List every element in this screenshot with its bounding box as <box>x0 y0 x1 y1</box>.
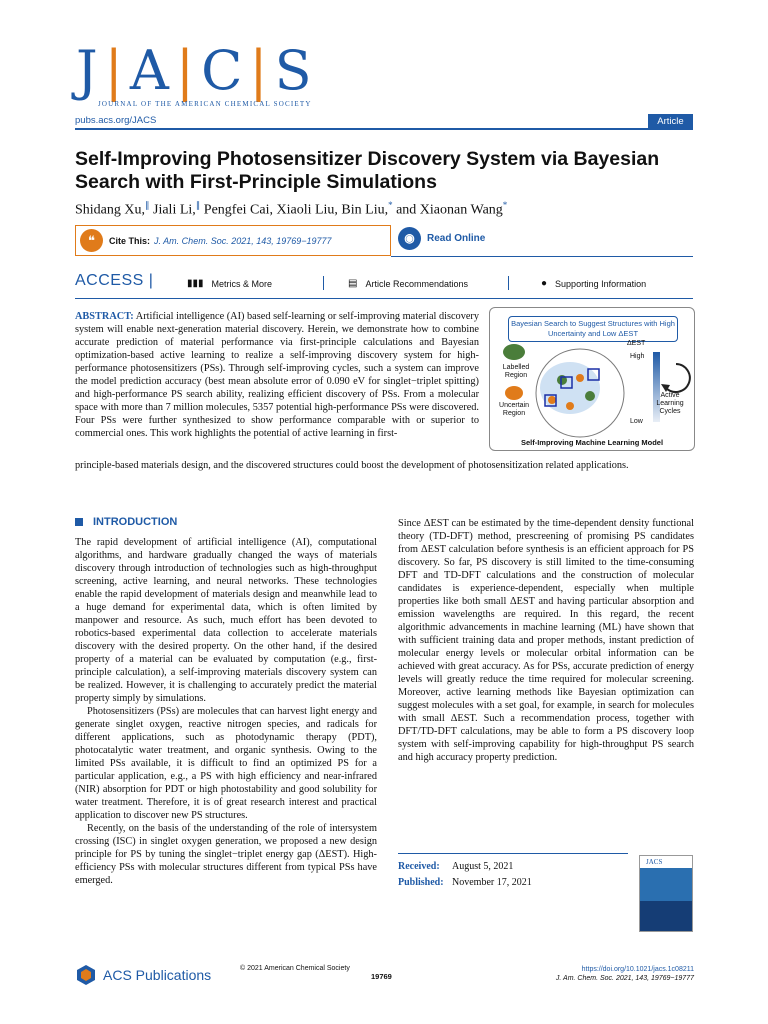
logo-letter: C <box>201 39 244 102</box>
cite-this-box[interactable] <box>75 225 391 256</box>
recommendations-label: Article Recommendations <box>365 278 468 289</box>
bar-chart-icon: ▮▮▮ <box>187 278 204 289</box>
author-mark: * <box>388 200 393 210</box>
author-mark: * <box>502 200 508 210</box>
toc-caption: Self-Improving Machine Learning Model <box>520 438 664 447</box>
author-mark: ∥ <box>195 200 201 210</box>
uncertain-region-label: Uncertain Region <box>499 402 529 417</box>
page-number: 19769 <box>371 972 392 981</box>
abstract-text: Artificial intelligence (AI) based self-learning or self-improving material discovery system will enable next-generation material discovery. Herein, we demonstrate how to combine accurate prediction of material performance via first-principle calculations and Bayesian optimization-based active learning to realize a self-improving discovery system for high-performance photosensitizers (PSs). Through self-improving cycles, such a system can improve the model prediction accuracy (best mean absolute error of 0.090 eV for singlet−triplet spitting) and high-performance PS search ability, realizing efficient discovery of PSs. From a molecular space with more than 7 million molecules, 5357 potential high-performance PSs were discovered. Four PSs were further synthesized to show performance comparable with or superior to commercial ones. This work highlights the potential of active learning in first- <box>75 311 479 439</box>
intro-paragraph: Since ΔEST can be estimated by the time-dependent density functional theory (TD-DFT) method, prescreening of promising PS candidates from ΔEST calculation before synthesis is an efficient approach for PS discovery. So far, PS discovery is still limited to the time-consuming DFT and TD-DFT calculations and the construction of molecular candidates is experience-dependent, especially when multiple properties like both small ΔEST and having particular absorption and emission wavelengths are required. In this regard, the recent algorithmic advancements in machine learning (ML) have shown that with sufficient training data and proper methods, instant prediction of molecular energy levels or molecular orbital information can be achieved with great accuracy. As for PSs, accurate prediction of energy levels will greatly reduce the time required for molecular screening. Moreover, active learning methods like Bayesian optimization can suggest molecules with a set goal, for example, in search for molecules with small ΔEST. Such a recommendation process, together with DFT/TD-DFT calculations, may be able to form a PS discovery loop system with self-improving capability for high-throughput PS search and high accuracy property prediction. <box>398 518 694 763</box>
access-separator <box>323 276 324 290</box>
author-list <box>75 200 695 219</box>
article-type-badge: Article <box>648 114 693 130</box>
journal-url-link[interactable]: pubs.acs.org/JACS <box>75 115 157 126</box>
supporting-info-button[interactable] <box>541 278 646 289</box>
intro-left-column <box>75 536 377 887</box>
article-title: Self-Improving Photosensitizer Discovery System via Bayesian Search with First-Principle Simulations <box>75 148 660 193</box>
intro-paragraph: Recently, on the basis of the understanding of the role of intersystem crossing (ISC) in singlet oxygen generation, we proposed a new design principle for PS by tuning the singlet−triplet energy gap (ΔEST). High-efficiency PSs with molecular structures different from typical PSs have emerged. <box>75 823 377 886</box>
metrics-button[interactable] <box>187 278 272 289</box>
metrics-label: Metrics & More <box>211 278 273 289</box>
received-label: Received: <box>398 861 440 872</box>
journal-cover-thumbnail[interactable] <box>639 855 693 932</box>
globe-icon: ◉ <box>398 227 421 250</box>
abstract-label: ABSTRACT: <box>75 311 134 322</box>
published-date: November 17, 2021 <box>452 877 532 888</box>
author-name[interactable]: Jiali Li, <box>149 202 196 218</box>
logo-letter: J <box>76 39 99 102</box>
author-name[interactable]: Shidang Xu, <box>75 202 145 218</box>
article-dates <box>398 859 532 891</box>
recommendations-button[interactable] <box>348 278 468 289</box>
cite-label: Cite This: <box>109 235 151 246</box>
logo-subtitle: JOURNAL OF THE AMERICAN CHEMICAL SOCIETY <box>98 100 312 108</box>
low-label: Low <box>630 418 643 425</box>
author-mark: ∥ <box>145 200 150 210</box>
publisher-name: ACS Publications <box>103 967 212 983</box>
document-icon: ▤ <box>348 278 358 289</box>
high-label: High <box>630 353 645 360</box>
copyright: © 2021 American Chemical Society <box>240 965 350 972</box>
author-name[interactable]: Pengfei Cai, Xiaoli Liu, Bin Liu, <box>200 202 389 218</box>
acs-publications-logo[interactable] <box>75 964 211 986</box>
si-icon: ● <box>541 278 548 289</box>
cover-label: JACS <box>646 858 663 866</box>
intro-right-column <box>398 517 694 764</box>
abstract <box>75 310 479 440</box>
received-date: August 5, 2021 <box>452 861 514 872</box>
author-name[interactable]: and Xiaonan Wang <box>392 202 503 218</box>
toc-title: Bayesian Search to Suggest Structures with High Uncertainty and Low ΔEST <box>508 316 678 342</box>
access-label: ACCESS | <box>75 272 154 289</box>
logo-letter: S <box>274 39 313 102</box>
dates-divider <box>398 853 628 854</box>
delta-est-label: ΔEST <box>627 340 646 347</box>
toc-figure <box>490 308 696 452</box>
intro-paragraph: Photosensitizers (PSs) are molecules that can harvest light energy and generate singlet oxygen, reactive nitrogen species, and radicals for different applications, such as photodynamic therapy (PDT), photocatalytic water treatment, and organic synthesis. Owing to the limited PSs available, it is difficult to find an optimized PS for a particular application, e.g., a PS with high efficiency and near-infrared (NIR) absorption for PDT or high photostability and good solubility for water treatment. Therefore, it is of great research interest and practical application to discover new PS structures. <box>75 706 377 821</box>
access-bar <box>75 268 693 298</box>
cite-reference[interactable]: J. Am. Chem. Soc. 2021, 143, 19769−19777 <box>154 235 332 246</box>
read-online-link[interactable] <box>398 227 485 250</box>
section-square-icon <box>75 518 83 526</box>
footer-reference: J. Am. Chem. Soc. 2021, 143, 19769−19777 <box>555 975 694 982</box>
footer-citation <box>520 965 694 983</box>
header-divider <box>75 128 693 130</box>
read-online-label: Read Online <box>427 233 486 244</box>
toc-graphic <box>489 307 695 451</box>
doi-link[interactable]: https://doi.org/10.1021/jacs.1c08211 <box>581 966 694 973</box>
quote-icon: ❝ <box>80 229 103 252</box>
journal-logo: J | A | C | S JOURNAL OF THE AMERICAN CHEMICAL SOCIETY <box>76 39 313 108</box>
supporting-label: Supporting Information <box>555 278 647 289</box>
labelled-region-label: Labelled Region <box>502 364 530 379</box>
read-online-underline <box>391 256 693 257</box>
intro-paragraph: The rapid development of artificial intelligence (AI), computational algorithms, and hardware gradually changed the ways of materials discovery through introduction of technologies such as high-throughput screening, active learning, and neural networks. These technologies enable the rapid development of materials design and meanwhile lead to a huge demand for experimental data, which is often limited by manpower and resource. As such, much effort has been devoted to robotics-based experimental data collection to accelerate materials discovery with the desired property. On the other hand, if the desired property of a material can be evaluated by computation (e.g., first-principle calculation), a self-improving materials discovery system can be realized. However, it is challenging to accurately predict the material property simply by simulations. <box>75 537 377 704</box>
acs-hexagon-icon <box>75 964 97 986</box>
abstract-continued: principle-based materials design, and the discovered structures could boost the development of photosensitization related applications. <box>75 460 629 471</box>
access-divider <box>75 298 693 299</box>
logo-letter: A <box>129 39 170 102</box>
published-label: Published: <box>398 877 444 888</box>
active-learning-label: Active Learning Cycles <box>656 392 684 415</box>
introduction-heading: INTRODUCTION <box>75 516 177 528</box>
access-separator <box>508 276 509 290</box>
